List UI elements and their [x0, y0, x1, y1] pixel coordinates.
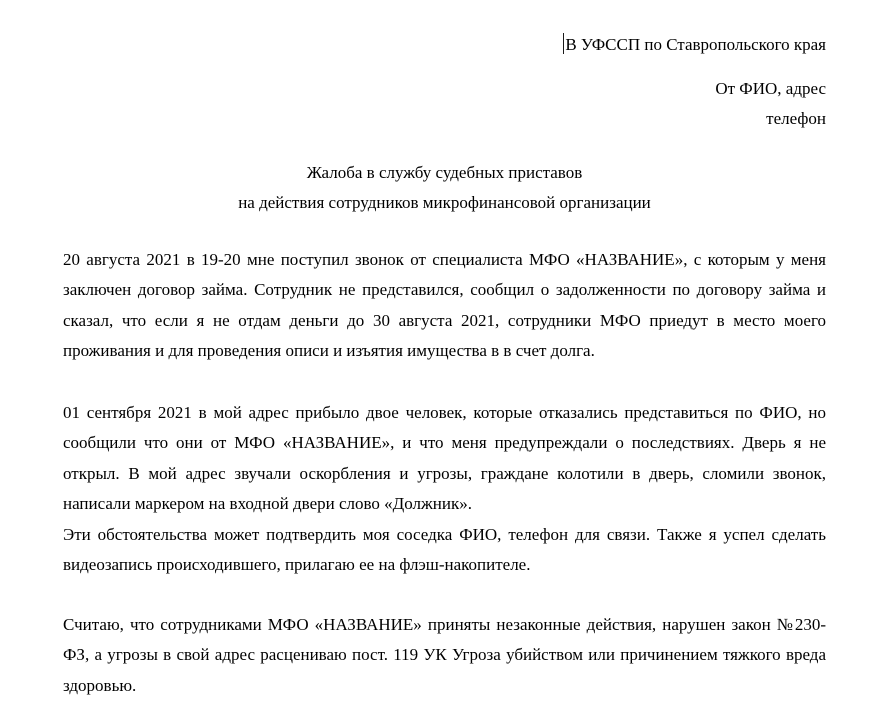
sender-text: От ФИО, адрес — [715, 78, 826, 98]
paragraph-witness[interactable]: Эти обстоятельства может подтвердить моя соседка ФИО, телефон для связи. Также я успел сделать видеозапись происходившего, прилагаю ее на флэш-накопителе. — [63, 524, 826, 574]
recipient-text: В УФССП по Ставропольского края — [565, 35, 826, 54]
paragraph-incident-call[interactable]: 20 августа 2021 в 19-20 мне поступил звонок от специалиста МФО «НАЗВАНИЕ», с которым у меня заключен договор займа. Сотрудник не представился, сообщил о задолженности по договору займа и сказал, что если я не отдам деньги до 30 августа 2021, сотрудники МФО приедут в место моего проживания и для проведения описи и изъятия имущества в в счет долга. — [63, 249, 826, 360]
phone-text: телефон — [766, 109, 826, 128]
document-title — [63, 158, 826, 219]
paragraph-visit[interactable]: 01 сентября 2021 в мой адрес прибыло двое человек, которые отказались представиться по ФИО, но сообщили что они от МФО «НАЗВАНИЕ», и что меня предупреждали о последствиях. Дверь я не открыл. В мой адрес звучали оскорбления и угрозы, граждане колотили в дверь, сломили звонок, написали маркером на входной двери слово «Должник». — [63, 402, 826, 513]
document-header — [63, 30, 826, 135]
recipient-line[interactable] — [63, 30, 826, 61]
title-line-1[interactable]: Жалоба в службу судебных приставов — [306, 162, 583, 182]
paragraph-conclusion[interactable]: Считаю, что сотрудниками МФО «НАЗВАНИЕ» приняты незаконные действия, нарушен закон №230-ФЗ, а угрозы в свой адрес расцениваю пост. 119 УК Угроза убийством или причинением тяжкого вреда здоровью. — [63, 614, 826, 695]
title-line-2[interactable]: на действия сотрудников микрофинансовой организации — [238, 193, 651, 212]
phone-line[interactable] — [63, 104, 826, 135]
sender-line[interactable] — [63, 74, 826, 105]
